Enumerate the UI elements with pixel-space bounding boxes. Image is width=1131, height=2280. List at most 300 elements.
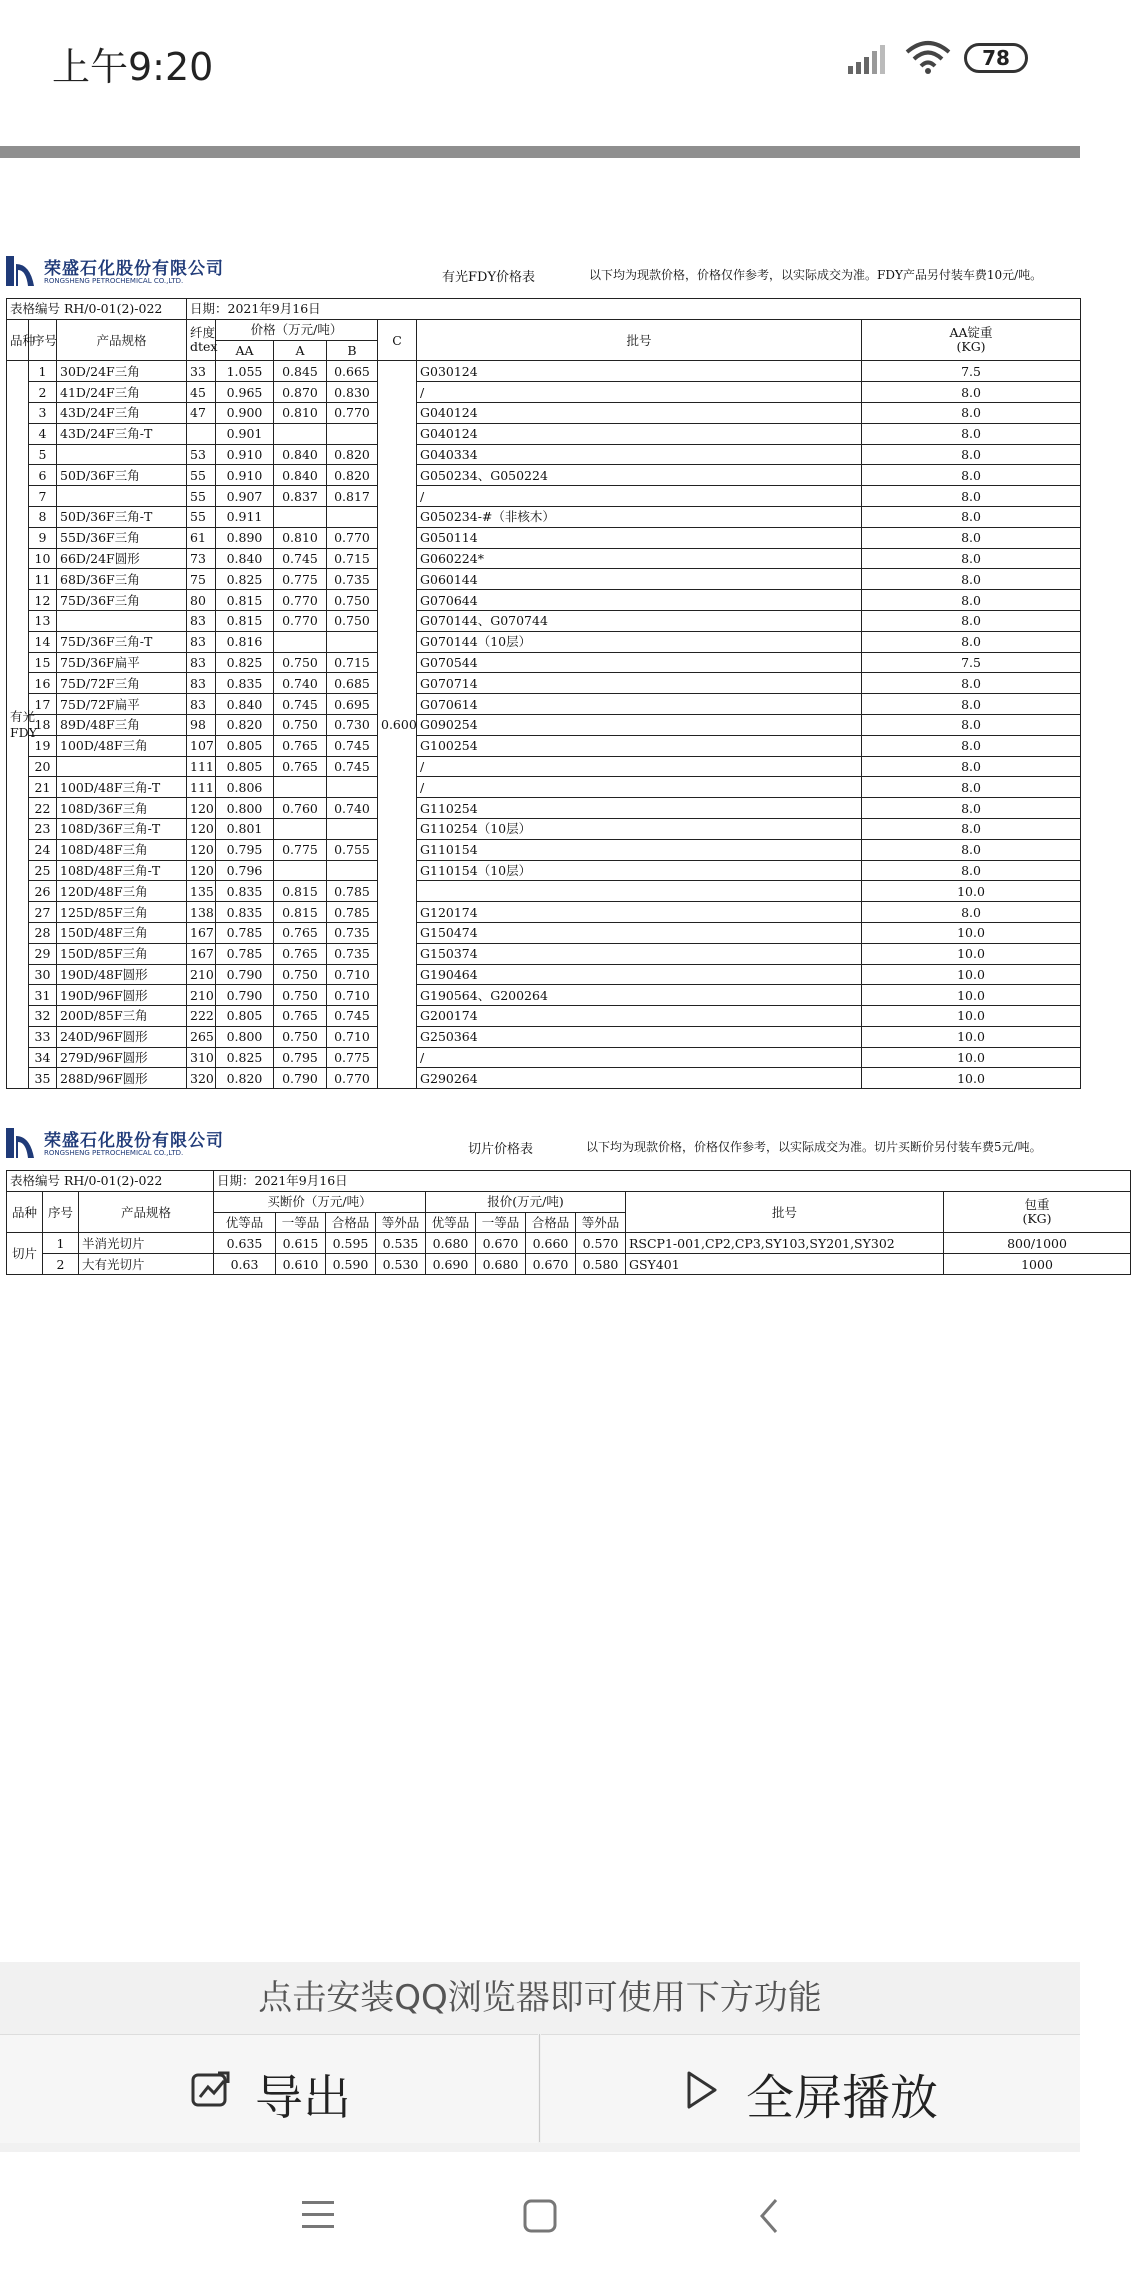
cell-lot: G070544 (417, 652, 862, 673)
cell-lot: G110254（10层） (417, 818, 862, 839)
cell-lot: G050234-#（非核木） (417, 506, 862, 527)
cell-spec: 120D/48F三角 (57, 881, 187, 902)
cell-n: 19 (29, 735, 57, 756)
export-icon (190, 2069, 232, 2111)
cell-dtex: 135 (187, 881, 216, 902)
cell-b4: 0.535 (376, 1233, 426, 1254)
cell-w: 10.0 (862, 881, 1081, 902)
col-pack (944, 1191, 1131, 1233)
cell-n: 8 (29, 506, 57, 527)
table-row (7, 881, 1081, 902)
cell-w: 8.0 (862, 465, 1081, 486)
cell-aa: 0.910 (216, 465, 274, 486)
table-row (7, 1047, 1081, 1068)
cell-aa: 0.890 (216, 527, 274, 548)
cell-a (274, 631, 327, 652)
cell-b: 0.775 (327, 1047, 378, 1068)
col-seq: 序号 (29, 319, 57, 361)
cell-spec: 108D/36F三角 (57, 798, 187, 819)
cell-spec: 半消光切片 (79, 1233, 214, 1254)
fullscreen-play-button[interactable] (541, 2034, 1080, 2143)
cell-lot: / (417, 1047, 862, 1068)
cell-b: 0.695 (327, 694, 378, 715)
cell-w: 10.0 (862, 1068, 1081, 1089)
cell-w: 8.0 (862, 798, 1081, 819)
cell-b: 0.817 (327, 486, 378, 507)
cell-n: 2 (29, 382, 57, 403)
cell-a: 0.845 (274, 361, 327, 382)
cell-aa: 0.910 (216, 444, 274, 465)
table-row (7, 902, 1081, 923)
cell-aa: 0.835 (216, 673, 274, 694)
cell-spec: 50D/36F三角-T (57, 506, 187, 527)
sheet-note: 以下均为现款价格，价格仅作参考，以实际成交为准。切片买断价另付装车费5元/吨。 (586, 1140, 1042, 1154)
cell-q4: 0.580 (576, 1254, 626, 1275)
cell-n: 20 (29, 756, 57, 777)
cell-n: 14 (29, 631, 57, 652)
cell-a: 0.870 (274, 382, 327, 403)
cell-dtex: 61 (187, 527, 216, 548)
wifi-icon (905, 40, 951, 74)
cell-spec (57, 756, 187, 777)
cell-w: 1000 (944, 1254, 1131, 1275)
cell-lot: G070644 (417, 590, 862, 611)
table-row (7, 943, 1081, 964)
cell-dtex: 55 (187, 465, 216, 486)
cell-w: 10.0 (862, 964, 1081, 985)
cell-n: 15 (29, 652, 57, 673)
cell-b: 0.715 (327, 548, 378, 569)
cell-b: 0.750 (327, 610, 378, 631)
back-icon[interactable] (754, 2196, 784, 2236)
cell-w: 8.0 (862, 569, 1081, 590)
cell-aa: 0.815 (216, 590, 274, 611)
cell-lot: G250364 (417, 1026, 862, 1047)
cell-a: 0.745 (274, 548, 327, 569)
col-grade: 合格品 (526, 1212, 576, 1233)
cell-w: 8.0 (862, 486, 1081, 507)
cell-aa: 0.911 (216, 506, 274, 527)
cell-b: 0.735 (327, 569, 378, 590)
cell-n: 25 (29, 860, 57, 881)
cell-aa: 0.825 (216, 569, 274, 590)
cell-dtex: 310 (187, 1047, 216, 1068)
table-row (7, 631, 1081, 652)
cell-a: 0.795 (274, 1047, 327, 1068)
cell-w: 8.0 (862, 423, 1081, 444)
col-spec: 产品规格 (57, 319, 187, 361)
cell-b (327, 423, 378, 444)
col-price: 价格（万元/吨） (216, 319, 378, 340)
cell-spec: 75D/36F三角-T (57, 631, 187, 652)
table-row (7, 860, 1081, 881)
cell-aa: 0.840 (216, 548, 274, 569)
cell-aa: 0.796 (216, 860, 274, 881)
cell-w: 7.5 (862, 361, 1081, 382)
col-a: A (274, 340, 327, 361)
cell-lot: G100254 (417, 735, 862, 756)
cell-aa: 0.900 (216, 402, 274, 423)
cell-w: 8.0 (862, 610, 1081, 631)
cell-spec: 190D/48F圆形 (57, 964, 187, 985)
cell-w: 10.0 (862, 943, 1081, 964)
cell-spec (57, 610, 187, 631)
cell-dtex: 83 (187, 652, 216, 673)
table-row (7, 486, 1081, 507)
cell-w: 8.0 (862, 839, 1081, 860)
table-row (7, 361, 1081, 382)
install-tip: 点击安装QQ浏览器即可使用下方功能 (258, 1978, 822, 2018)
cell-b1: 0.635 (214, 1233, 276, 1254)
cell-n: 4 (29, 423, 57, 444)
cell-b: 0.770 (327, 402, 378, 423)
cell-dtex: 55 (187, 506, 216, 527)
cell-lot: G190464 (417, 964, 862, 985)
cell-dtex: 138 (187, 902, 216, 923)
cell-lot: G090254 (417, 714, 862, 735)
cell-a: 0.840 (274, 444, 327, 465)
table-row (7, 985, 1081, 1006)
cell-b (327, 506, 378, 527)
cell-aa: 0.785 (216, 922, 274, 943)
table-row (7, 1026, 1081, 1047)
col-spec: 产品规格 (79, 1191, 214, 1233)
cell-lot: GSY401 (626, 1254, 944, 1275)
col-b: B (327, 340, 378, 361)
cell-b: 0.770 (327, 527, 378, 548)
page-top-divider (0, 146, 1080, 158)
cell-n: 10 (29, 548, 57, 569)
cell-dtex: 75 (187, 569, 216, 590)
cell-lot: G050114 (417, 527, 862, 548)
table-row (7, 465, 1081, 486)
cell-dtex: 210 (187, 985, 216, 1006)
cell-dtex: 210 (187, 964, 216, 985)
cell-w: 8.0 (862, 777, 1081, 798)
cell-lot: / (417, 777, 862, 798)
cell-a: 0.750 (274, 985, 327, 1006)
cell-w: 8.0 (862, 548, 1081, 569)
cell-aa: 0.805 (216, 735, 274, 756)
company-name-en: RONGSHENG PETROCHEMICAL CO.,LTD. (44, 277, 184, 285)
cell-a: 0.750 (274, 714, 327, 735)
cell-b: 0.710 (327, 985, 378, 1006)
cell-dtex: 47 (187, 402, 216, 423)
table-row (7, 735, 1081, 756)
cell-spec: 125D/85F三角 (57, 902, 187, 923)
variety-cell: 切片 (7, 1233, 43, 1275)
play-icon (683, 2069, 719, 2111)
cell-aa: 0.901 (216, 423, 274, 444)
cell-n: 33 (29, 1026, 57, 1047)
cell-lot: G190564、G200264 (417, 985, 862, 1006)
cell-spec: 41D/24F三角 (57, 382, 187, 403)
cell-a: 0.840 (274, 465, 327, 486)
table-row (7, 818, 1081, 839)
cell-n: 18 (29, 714, 57, 735)
cell-lot: / (417, 756, 862, 777)
cell-spec: 75D/72F三角 (57, 673, 187, 694)
cell-spec: 30D/24F三角 (57, 361, 187, 382)
cell-spec: 150D/85F三角 (57, 943, 187, 964)
cell-spec: 55D/36F三角 (57, 527, 187, 548)
company-name: 荣盛石化股份有限公司 (44, 259, 224, 279)
cell-b: 0.755 (327, 839, 378, 860)
cell-b: 0.715 (327, 652, 378, 673)
cell-w: 8.0 (862, 735, 1081, 756)
table-row (7, 922, 1081, 943)
cell-w: 8.0 (862, 902, 1081, 923)
col-fineness (187, 319, 216, 361)
cell-spec: 240D/96F圆形 (57, 1026, 187, 1047)
cell-n: 21 (29, 777, 57, 798)
cell-aa: 0.806 (216, 777, 274, 798)
cell-a: 0.745 (274, 694, 327, 715)
variety-cell (7, 361, 37, 1089)
cell-w: 10.0 (862, 985, 1081, 1006)
cell-w: 8.0 (862, 694, 1081, 715)
cell-spec: 89D/48F三角 (57, 714, 187, 735)
cell-b: 0.785 (327, 881, 378, 902)
cell-aa: 0.801 (216, 818, 274, 839)
cell-a (274, 818, 327, 839)
cell-lot: G120174 (417, 902, 862, 923)
table-row (7, 382, 1081, 403)
company-name-en: RONGSHENG PETROCHEMICAL CO.,LTD. (44, 1149, 184, 1157)
cell-dtex: 83 (187, 673, 216, 694)
cell-q2: 0.670 (476, 1233, 526, 1254)
cell-n: 16 (29, 673, 57, 694)
cell-aa: 0.790 (216, 985, 274, 1006)
cell-w: 8.0 (862, 631, 1081, 652)
cell-aa: 0.816 (216, 631, 274, 652)
cell-w: 8.0 (862, 527, 1081, 548)
system-nav-bar (0, 2152, 1080, 2280)
col-kg-label: (KG) (1022, 1211, 1052, 1227)
cell-spec (57, 486, 187, 507)
table-row (7, 652, 1081, 673)
cell-n: 28 (29, 922, 57, 943)
cell-n: 3 (29, 402, 57, 423)
cell-w: 8.0 (862, 860, 1081, 881)
cell-dtex: 33 (187, 361, 216, 382)
cell-q2: 0.680 (476, 1254, 526, 1275)
cell-spec: 68D/36F三角 (57, 569, 187, 590)
cell-n: 26 (29, 881, 57, 902)
col-grade: 等外品 (376, 1212, 426, 1233)
cell-a: 0.770 (274, 610, 327, 631)
cell-b3: 0.595 (326, 1233, 376, 1254)
qq-browser-action-bar (0, 1962, 1080, 2152)
cell-lot: / (417, 382, 862, 403)
cell-a (274, 506, 327, 527)
cell-spec: 100D/48F三角 (57, 735, 187, 756)
cell-spec: 50D/36F三角 (57, 465, 187, 486)
cell-dtex (187, 423, 216, 444)
col-grade: 一等品 (476, 1212, 526, 1233)
cell-lot: G070144、G070744 (417, 610, 862, 631)
home-icon[interactable] (522, 2198, 558, 2234)
cell-spec: 108D/36F三角-T (57, 818, 187, 839)
cell-a: 0.815 (274, 902, 327, 923)
cell-dtex: 265 (187, 1026, 216, 1047)
cell-spec: 288D/96F圆形 (57, 1068, 187, 1089)
cell-a: 0.815 (274, 881, 327, 902)
cell-dtex: 167 (187, 922, 216, 943)
cell-aa: 0.805 (216, 756, 274, 777)
cell-spec: 66D/24F圆形 (57, 548, 187, 569)
cell-b: 0.685 (327, 673, 378, 694)
cell-lot: G150474 (417, 922, 862, 943)
cell-a: 0.765 (274, 756, 327, 777)
cell-b1: 0.63 (214, 1254, 276, 1275)
form-number: 表格编号 RH/0-01(2)-022 (7, 1171, 214, 1192)
cell-aa: 0.820 (216, 1068, 274, 1089)
table-row (7, 569, 1081, 590)
cell-aa: 0.835 (216, 881, 274, 902)
cell-aa: 0.840 (216, 694, 274, 715)
cell-dtex: 98 (187, 714, 216, 735)
cell-dtex: 107 (187, 735, 216, 756)
table-row (7, 610, 1081, 631)
cell-n: 30 (29, 964, 57, 985)
cell-n: 9 (29, 527, 57, 548)
cell-a: 0.765 (274, 922, 327, 943)
cell-n: 13 (29, 610, 57, 631)
cell-dtex: 111 (187, 777, 216, 798)
cell-lot: G110154 (417, 839, 862, 860)
cell-aa: 0.795 (216, 839, 274, 860)
cell-b: 0.820 (327, 444, 378, 465)
cell-lot: / (417, 486, 862, 507)
variety-line1: 有光 (10, 708, 36, 724)
cell-q3: 0.670 (526, 1254, 576, 1275)
cell-lot: G060224* (417, 548, 862, 569)
cell-n: 12 (29, 590, 57, 611)
cell-a: 0.837 (274, 486, 327, 507)
cell-w: 8.0 (862, 756, 1081, 777)
cell-dtex: 83 (187, 631, 216, 652)
chip-price-table (6, 1170, 1131, 1275)
cell-spec: 43D/24F三角-T (57, 423, 187, 444)
table-row (7, 714, 1081, 735)
table-row (7, 1006, 1081, 1027)
col-pack-label: 包重 (1024, 1197, 1050, 1213)
cell-spec: 279D/96F圆形 (57, 1047, 187, 1068)
cell-a: 0.750 (274, 964, 327, 985)
cell-b: 0.750 (327, 590, 378, 611)
cell-spec: 190D/96F圆形 (57, 985, 187, 1006)
fdy-price-table (6, 298, 1081, 1089)
cell-b: 0.785 (327, 902, 378, 923)
cell-q3: 0.660 (526, 1233, 576, 1254)
cell-spec (57, 444, 187, 465)
export-button[interactable] (0, 2034, 538, 2143)
cell-dtex: 120 (187, 860, 216, 881)
cell-a: 0.775 (274, 569, 327, 590)
table-row (7, 506, 1081, 527)
cell-b: 0.710 (327, 1026, 378, 1047)
fullscreen-label: 全屏播放 (746, 2070, 939, 2126)
cell-dtex: 83 (187, 610, 216, 631)
table-row (7, 777, 1081, 798)
cell-lot: G050234、G050224 (417, 465, 862, 486)
cell-a (274, 860, 327, 881)
col-weight-label: AA锭重 (949, 325, 993, 341)
button-divider (539, 2034, 540, 2142)
cell-n: 34 (29, 1047, 57, 1068)
cell-dtex: 167 (187, 943, 216, 964)
cell-aa: 0.835 (216, 902, 274, 923)
cell-q4: 0.570 (576, 1233, 626, 1254)
cell-lot: RSCP1-001,CP2,CP3,SY103,SY201,SY302 (626, 1233, 944, 1254)
menu-icon[interactable] (300, 2198, 336, 2232)
status-bar (0, 0, 1080, 120)
col-grade: 合格品 (326, 1212, 376, 1233)
table-row (7, 964, 1081, 985)
cell-aa: 0.815 (216, 610, 274, 631)
table-row (7, 527, 1081, 548)
cell-a (274, 777, 327, 798)
cell-n: 29 (29, 943, 57, 964)
table-row (7, 756, 1081, 777)
cell-b (327, 631, 378, 652)
cell-a: 0.760 (274, 798, 327, 819)
cell-a: 0.775 (274, 839, 327, 860)
cell-b: 0.735 (327, 943, 378, 964)
cell-a: 0.765 (274, 1006, 327, 1027)
cell-spec: 100D/48F三角-T (57, 777, 187, 798)
cell-lot: G070614 (417, 694, 862, 715)
cell-b: 0.665 (327, 361, 378, 382)
table-row (7, 1254, 1131, 1275)
cell-spec: 75D/72F扁平 (57, 694, 187, 715)
cell-spec: 200D/85F三角 (57, 1006, 187, 1027)
cell-dtex: 53 (187, 444, 216, 465)
table-row (7, 673, 1081, 694)
col-quote: 报价(万元/吨) (426, 1191, 626, 1212)
cell-spec: 150D/48F三角 (57, 922, 187, 943)
cell-spec: 108D/48F三角-T (57, 860, 187, 881)
export-label: 导出 (255, 2070, 352, 2126)
col-variety: 品种 (7, 319, 29, 361)
table-row (7, 402, 1081, 423)
status-time: 上午9:20 (52, 45, 214, 89)
cell-q1: 0.690 (426, 1254, 476, 1275)
cell-n: 23 (29, 818, 57, 839)
cell-b: 0.740 (327, 798, 378, 819)
cell-lot: G040334 (417, 444, 862, 465)
cell-aa: 0.790 (216, 964, 274, 985)
fdy-price-sheet (6, 254, 1080, 1104)
col-grade: 等外品 (576, 1212, 626, 1233)
cell-b: 0.820 (327, 465, 378, 486)
cell-b: 0.830 (327, 382, 378, 403)
cell-dtex: 120 (187, 818, 216, 839)
cell-b: 0.770 (327, 1068, 378, 1089)
col-weight (862, 319, 1081, 361)
cell-a: 0.790 (274, 1068, 327, 1089)
table-row (7, 548, 1081, 569)
cell-aa: 0.825 (216, 652, 274, 673)
cell-n: 7 (29, 486, 57, 507)
cell-n: 1 (29, 361, 57, 382)
cell-b3: 0.590 (326, 1254, 376, 1275)
cell-w: 8.0 (862, 818, 1081, 839)
cell-a: 0.750 (274, 1026, 327, 1047)
cell-n: 35 (29, 1068, 57, 1089)
cell-n: 32 (29, 1006, 57, 1027)
